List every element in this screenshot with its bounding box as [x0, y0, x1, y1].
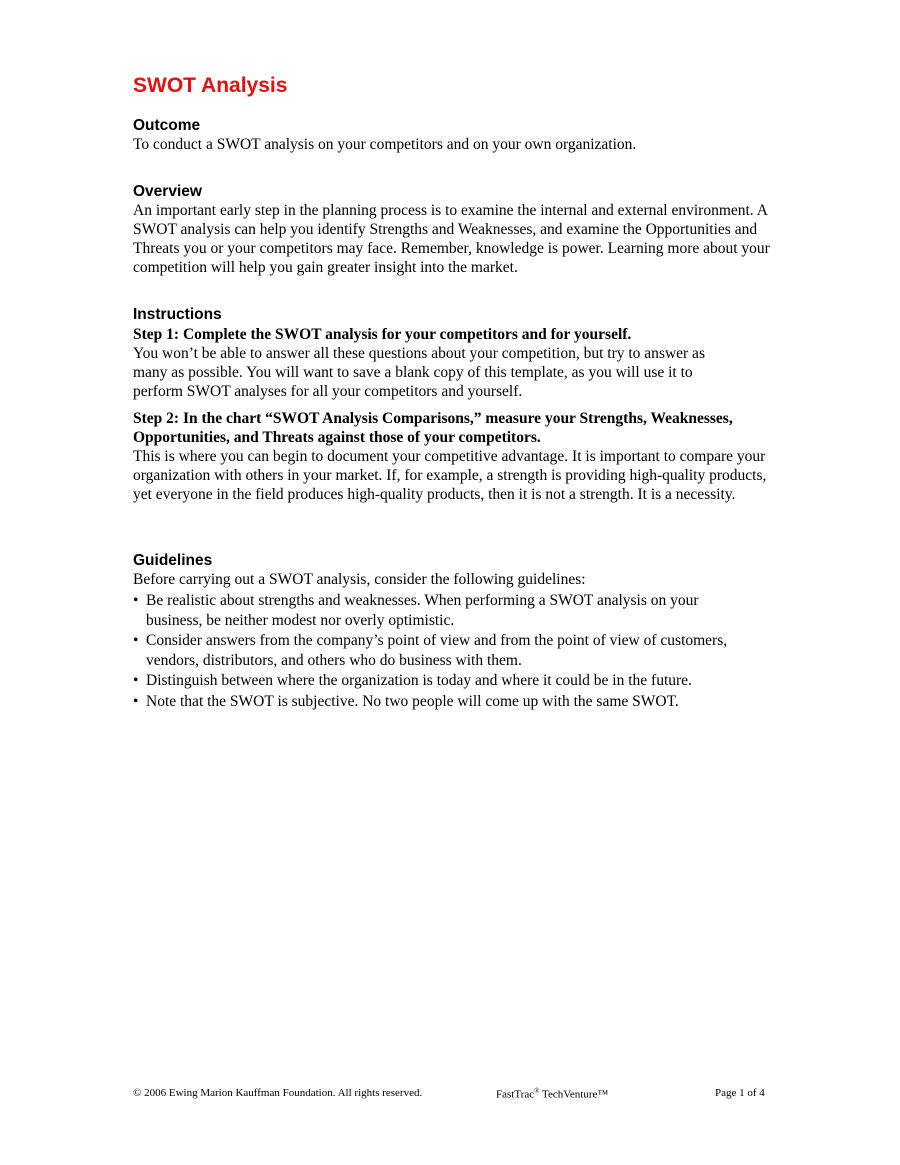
footer-brand-name: FastTrac — [496, 1088, 535, 1101]
step1-text: You won’t be able to answer all these questions about your competition, but try to answer as many as possible. You will want to save a blank copy of this template, as you will use it to perform SWOT analyses for all your competitors and yourself. — [133, 345, 705, 400]
list-item-text: Be realistic about strengths and weaknesses. When performing a SWOT analysis on your business, be neither modest nor overly optimistic. — [146, 592, 699, 629]
guidelines-intro: Before carrying out a SWOT analysis, consider the following guidelines: — [133, 571, 586, 588]
bullet-icon: • — [133, 592, 139, 609]
page-footer — [133, 1087, 769, 1103]
list-item-text: Distinguish between where the organization is today and where it could be in the future. — [146, 672, 692, 689]
list-item-text: Note that the SWOT is subjective. No two people will come up with the same SWOT. — [146, 692, 679, 710]
bullet-icon: • — [133, 692, 139, 710]
page-title: SWOT Analysis — [133, 74, 288, 97]
list-item — [133, 692, 769, 712]
guidelines-section — [133, 551, 769, 712]
bullet-icon: • — [133, 632, 139, 649]
step2-text: This is where you can begin to document your competitive advantage. It is important to compare your organization with others in your market. If, for example, a strength is providing high-quality products, yet everyone in the field produces high-quality products, then it is not a strength. It is a necessity. — [133, 448, 767, 503]
footer-copyright: © 2006 Ewing Marion Kauffman Foundation. All rights reserved. — [133, 1087, 423, 1099]
overview-text: An important early step in the planning process is to examine the internal and external environment. A SWOT analysis can help you identify Strengths and Weaknesses, and examine the Opportunities and Threats you or your competitors may face. Remember, knowledge is power. Learning more about your competition will help you gain greater insight into the market. — [133, 202, 770, 276]
outcome-heading: Outcome — [133, 117, 201, 134]
list-item — [133, 671, 769, 691]
bullet-icon: • — [133, 672, 139, 689]
footer-brand — [496, 1087, 608, 1101]
footer-brand-product: TechVenture™ — [539, 1088, 609, 1101]
list-item-text: Consider answers from the company’s point of view and from the point of view of customers, vendors, distributors, and others who do business with them. — [146, 632, 728, 669]
footer-page-number: Page 1 of 4 — [715, 1087, 765, 1099]
guidelines-list — [133, 591, 769, 711]
instructions-section — [133, 305, 769, 504]
guidelines-heading: Guidelines — [133, 552, 213, 569]
registered-mark: ® — [534, 1087, 540, 1095]
outcome-text: To conduct a SWOT analysis on your competitors and on your own organization. — [133, 136, 637, 153]
step1-title: Step 1: Complete the SWOT analysis for your competitors and for yourself. — [133, 326, 632, 343]
overview-section — [133, 182, 773, 277]
outcome-section — [133, 116, 773, 154]
list-item — [133, 591, 736, 630]
instructions-heading: Instructions — [133, 306, 222, 323]
overview-heading: Overview — [133, 183, 202, 200]
step2-title: Step 2: In the chart “SWOT Analysis Comparisons,” measure your Strengths, Weaknesses, Opportunities, and Threats against those of your competitors. — [133, 410, 733, 446]
list-item — [133, 631, 769, 670]
